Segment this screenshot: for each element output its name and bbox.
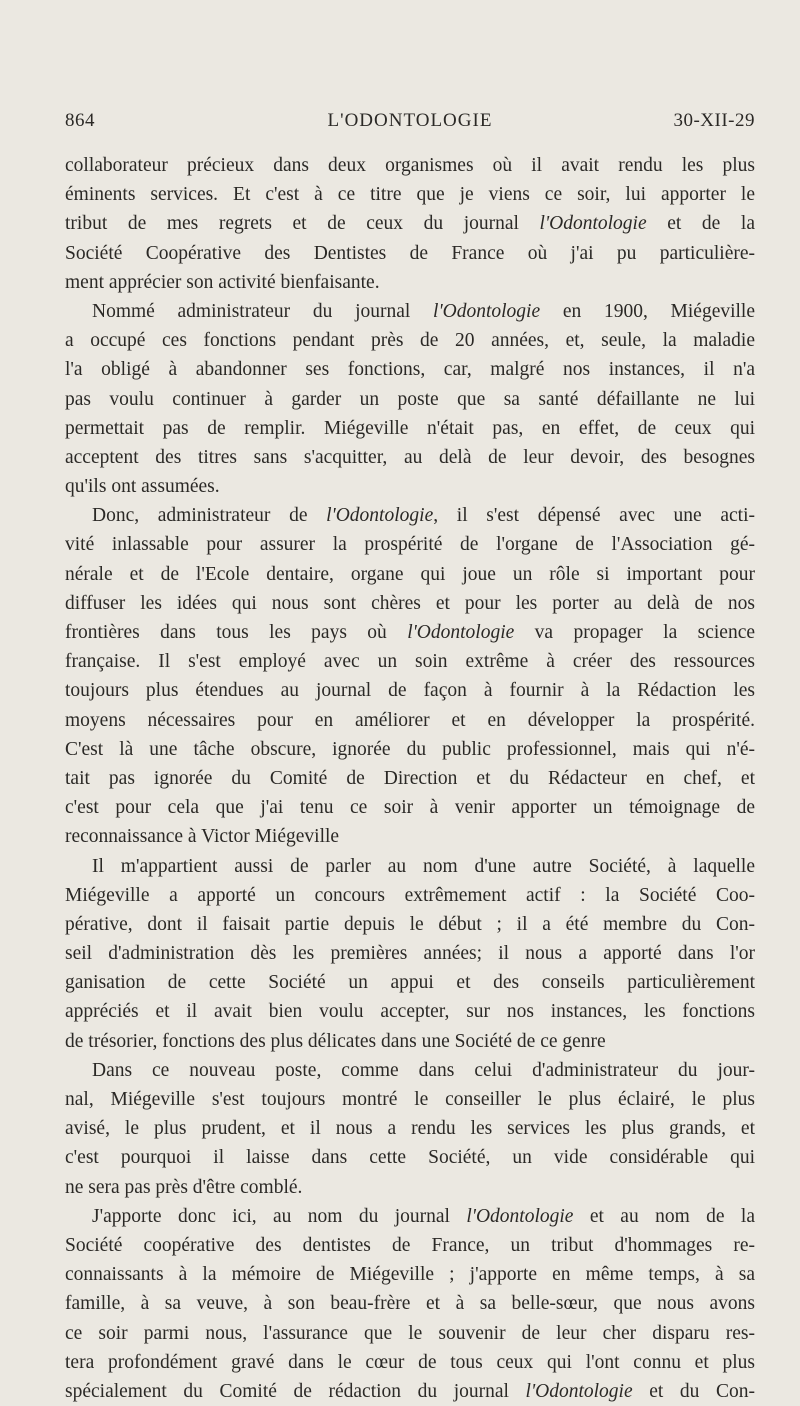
text-line: c'est pourquoi il laisse dans cette Société, un vide considérable qui (65, 1147, 755, 1169)
italic-title: l'Odontologie (539, 213, 647, 235)
text-segment: spécialement du Comité de rédaction du journal (65, 1380, 526, 1402)
italic-title: l'Odontologie (433, 300, 541, 322)
text-segment: tribut de mes regrets et de ceux du journal (65, 213, 540, 235)
text-line (65, 618, 755, 647)
text-line (65, 501, 755, 530)
text-line: Société Coopérative des Dentistes de France où j'ai pu particulière- (65, 242, 755, 264)
text-line: éminents services. Et c'est à ce titre que je viens ce soir, lui apporter le (65, 184, 755, 206)
text-line: appréciés et il avait bien voulu accepter, sur nos instances, les fonctions (65, 1001, 755, 1023)
text-line (65, 209, 755, 238)
text-line (65, 1377, 755, 1406)
text-line: Il m'appartient aussi de parler au nom d'une autre Société, à laquelle (92, 855, 755, 877)
text-line: a occupé ces fonctions pendant près de 20 années, et, seule, la maladie (65, 330, 755, 352)
text-line: pas voulu continuer à garder un poste que sa santé défaillante ne lui (65, 388, 755, 410)
text-segment: Donc, administrateur de (92, 505, 327, 527)
text-line: nal, Miégeville s'est toujours montré le conseiller le plus éclairé, le plus (65, 1089, 755, 1110)
text-line: acceptent des titres sans s'acquitter, au delà de leur devoir, des besognes (65, 446, 755, 468)
text-line: ne sera pas près d'être comblé. (65, 1176, 303, 1198)
text-line: seil d'administration dès les premières années; il nous a apporté dans l'or (65, 943, 755, 965)
text-line: Société coopérative des dentistes de France, un tribut d'hommages re- (65, 1234, 755, 1256)
text-line: vité inlassable pour assurer la prospérité de l'organe de l'Association gé- (65, 534, 755, 556)
text-segment: Nommé administrateur du journal (92, 300, 434, 322)
text-line: Dans ce nouveau poste, comme dans celui d'administrateur du jour- (92, 1059, 755, 1081)
text-line: moyens nécessaires pour en améliorer et en développer la prospérité. (65, 709, 755, 731)
text-line: famille, à sa veuve, à son beau-frère et à sa belle-sœur, que nous avons (65, 1293, 755, 1315)
italic-title: l'Odontologie (466, 1205, 574, 1227)
text-line: pérative, dont il faisait partie depuis le début ; il a été membre du Con- (65, 913, 755, 935)
text-segment: , il s'est dépensé avec une acti- (433, 505, 755, 527)
text-line: ment apprécier son activité bienfaisante. (65, 271, 380, 293)
text-line: permettait pas de remplir. Miégeville n'était pas, en effet, de ceux qui (65, 417, 755, 439)
italic-title: l'Odontologie (326, 505, 434, 527)
text-segment: J'apporte donc ici, au nom du journal (92, 1205, 467, 1227)
text-segment: et au nom de la (573, 1205, 756, 1227)
text-line: de trésorier, fonctions des plus délicates dans une Société de ce genre (65, 1030, 606, 1052)
text-segment: en 1900, Miégeville (540, 300, 756, 322)
text-line: avisé, le plus prudent, et il nous a rendu les services les plus grands, et (65, 1118, 755, 1140)
italic-title: l'Odontologie (525, 1380, 633, 1402)
page-number: 864 (65, 110, 95, 131)
text-line: ganisation de cette Société un appui et des conseils particulièrement (65, 972, 755, 994)
text-line: collaborateur précieux dans deux organismes où il avait rendu les plus (65, 155, 755, 176)
italic-title: l'Odontologie (407, 622, 515, 643)
page-date: 30-XII-29 (673, 110, 755, 131)
text-line: connaissants à la mémoire de Miégeville ; j'apporte en même temps, à sa (65, 1264, 755, 1286)
text-line: nérale et de l'Ecole dentaire, organe qui joue un rôle si important pour (65, 563, 755, 585)
text-line: reconnaissance à Victor Miégeville (65, 826, 340, 848)
text-line: l'a obligé à abandonner ses fonctions, car, malgré nos instances, il n'a (65, 359, 755, 381)
text-segment: va propager la science (514, 622, 755, 643)
running-title: L'ODONTOLOGIE (327, 110, 493, 131)
text-segment: et de la (646, 213, 755, 235)
text-line: toujours plus étendues au journal de façon à fournir à la Rédaction les (65, 680, 755, 702)
text-segment: et du Con- (632, 1380, 755, 1402)
text-line: C'est là une tâche obscure, ignorée du public professionnel, mais qui n'é- (65, 738, 755, 760)
text-line: diffuser les idées qui nous sont chères et pour les porter au delà de nos (65, 592, 755, 614)
text-line: ce soir parmi nous, l'assurance que le souvenir de leur cher disparu res- (65, 1322, 755, 1344)
body-text (65, 151, 755, 1406)
text-line (65, 297, 755, 326)
text-line: Miégeville a apporté un concours extrêmement actif : la Société Coo- (65, 884, 755, 906)
text-segment: frontières dans tous les pays où (65, 622, 408, 643)
text-line: qu'ils ont assumées. (65, 476, 220, 498)
text-line: tait pas ignorée du Comité de Direction et du Rédacteur en chef, et (65, 767, 755, 789)
text-line: tera profondément gravé dans le cœur de tous ceux qui l'ont connu et plus (65, 1351, 755, 1373)
text-line: c'est pour cela que j'ai tenu ce soir à venir apporter un témoignage de (65, 797, 755, 819)
text-line: française. Il s'est employé avec un soin extrême à créer des ressources (65, 651, 755, 673)
page-header (65, 110, 755, 140)
text-line (65, 1202, 755, 1231)
